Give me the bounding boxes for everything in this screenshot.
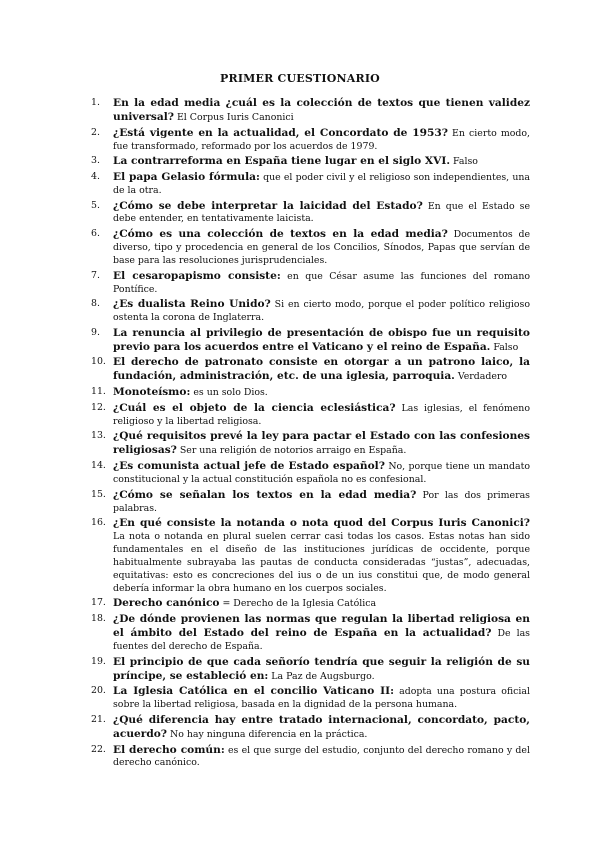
question-number: 21.	[91, 713, 106, 725]
question-item	[92, 430, 530, 458]
answer-text: adopta una postura oficial sobre la libertad religiosa, basada en la dignidad de la persona humana.	[113, 686, 530, 711]
question-item	[92, 228, 530, 268]
answer-text: es el que surge del estudio, conjunto del derecho romano y del derecho canónico.	[113, 744, 530, 769]
answer-text: es un solo Dios.	[190, 387, 268, 399]
question-text: ¿Cómo es una colección de textos en la edad media?	[113, 228, 448, 241]
answer-text: Falso	[490, 341, 519, 353]
question-text: ¿Cuál es el objeto de la ciencia eclesiástica?	[113, 401, 396, 414]
question-number: 8.	[91, 298, 100, 310]
answer-text: De las fuentes del derecho de España.	[113, 628, 530, 652]
question-text: ¿Qué requisitos prevé la ley para pactar el Estado con las confesiones religiosas?	[113, 430, 530, 457]
questionnaire-list	[92, 97, 530, 772]
question-item	[92, 714, 530, 742]
question-item	[92, 298, 530, 325]
question-number: 18.	[91, 613, 106, 625]
question-item	[92, 489, 530, 516]
question-number: 14.	[91, 460, 106, 472]
question-number: 19.	[91, 655, 106, 667]
question-number: 22.	[91, 743, 106, 755]
question-item	[92, 356, 530, 384]
question-number: 17.	[91, 597, 106, 609]
question-item	[92, 517, 530, 595]
answer-text: en que César asume las funciones del romano Pontífice.	[113, 270, 530, 295]
question-text: ¿Cómo se debe interpretar la laicidad del Estado?	[113, 199, 423, 212]
question-number: 12.	[91, 401, 106, 413]
question-text: ¿Qué diferencia hay entre tratado internacional, concordato, pacto, acuerdo?	[113, 713, 530, 740]
answer-text: El Corpus Iuris Canonici	[173, 111, 294, 123]
question-item	[92, 685, 530, 712]
question-text: ¿De dónde provienen las normas que regulan la libertad religiosa en el ámbito del Estado del reino de España en la actualidad?	[113, 613, 530, 640]
answer-text: Verdadero	[454, 371, 508, 383]
question-text: El papa Gelasio fórmula:	[113, 170, 260, 183]
answer-text: que el poder civil y el religioso son independientes, una de la otra.	[113, 171, 530, 196]
question-item	[92, 386, 530, 400]
question-item	[92, 597, 530, 611]
answer-text: En que el Estado se debe entender, en tentativamente laicista.	[113, 200, 530, 225]
question-text: Monoteísmo:	[113, 386, 191, 399]
question-number: 1.	[91, 97, 100, 108]
question-item	[92, 402, 530, 429]
question-item	[92, 744, 530, 771]
question-number: 9.	[91, 326, 100, 338]
answer-text: Ser una religión de notorios arraigo en España.	[176, 445, 407, 457]
answer-text: = Derecho de la Iglesia Católica	[219, 598, 377, 610]
question-number: 10.	[91, 356, 106, 368]
question-number: 15.	[91, 488, 106, 500]
answer-text: La nota o notanda en plural suelen cerrar casi todas los casos. Estas notas han sido fundamentales en el diseño de las instituciones jurídicas de occidente, porque habitualmente subrayaba las pautas de conducta consideradas “justas”, adecuadas, equitativas: esto es concreciones del ius o de un ius constitui que, de modo general debería informar la obra humano en los cuerpos sociales.	[113, 531, 530, 594]
question-text: El derecho de patronato consiste en otorgar a un patrono laico, la fundación, administración, etc. de una iglesia, parroquia.	[113, 356, 530, 383]
question-text: El cesaropapismo consiste:	[113, 269, 281, 282]
question-number: 11.	[91, 386, 106, 398]
question-text: ¿Es dualista Reino Unido?	[113, 298, 271, 311]
question-item	[92, 327, 530, 355]
question-text: El principio de que cada señorío tendría que seguir la religión de su príncipe, se estableció en:	[113, 655, 530, 682]
question-text: ¿Es comunista actual jefe de Estado español?	[113, 460, 385, 473]
answer-text: No, porque tiene un mandato constitucional y la actual constitución española no es confesional.	[113, 461, 530, 485]
question-item	[92, 613, 530, 654]
question-item	[92, 171, 530, 198]
question-text: En la edad media ¿cuál es la colección de textos que tienen validez universal?	[113, 97, 530, 123]
question-item	[92, 155, 530, 169]
question-text: La Iglesia Católica en el concilio Vaticano II:	[113, 685, 394, 698]
question-item	[92, 656, 530, 684]
question-item	[92, 270, 530, 297]
question-item	[92, 127, 530, 154]
answer-text: Documentos de diverso, tipo y procedencia en general de los Concilios, Sínodos, Papas que servían de base para las resoluciones jurisprudenciales.	[113, 229, 530, 266]
answer-text: Si en cierto modo, porque el poder político religioso ostenta la corona de Inglaterra.	[113, 299, 530, 324]
question-item	[92, 460, 530, 487]
question-text: La contrarreforma en España tiene lugar en el siglo XVI.	[113, 155, 451, 168]
answer-text: La Paz de Augsburgo.	[268, 670, 375, 682]
answer-text: Por las dos primeras palabras.	[113, 489, 530, 514]
question-number: 20.	[91, 685, 106, 697]
question-number: 13.	[91, 430, 106, 442]
question-number: 6.	[91, 228, 100, 240]
question-text: ¿En qué consiste la notanda o nota quod del Corpus Iuris Canonici?	[113, 517, 530, 530]
question-item	[92, 97, 530, 125]
question-number: 4.	[91, 170, 100, 182]
question-item	[92, 200, 530, 227]
question-number: 16.	[91, 517, 106, 529]
question-number: 5.	[91, 199, 100, 211]
answer-text: No hay ninguna diferencia en la práctica.	[167, 728, 368, 740]
question-number: 2.	[91, 126, 100, 138]
answer-text: Falso	[450, 156, 478, 168]
question-text: El derecho común:	[113, 743, 225, 756]
question-text: ¿Cómo se señalan los textos en la edad media?	[113, 488, 417, 501]
question-text: ¿Está vigente en la actualidad, el Concordato de 1953?	[113, 126, 448, 139]
page-title: PRIMER CUESTIONARIO	[220, 72, 380, 85]
answer-text: En cierto modo, fue transformado, reformado por los acuerdos de 1979.	[113, 127, 531, 152]
question-text: La renuncia al privilegio de presentación de obispo fue un requisito previo para los acuerdos entre el Vaticano y el reino de España.	[113, 326, 530, 353]
answer-text: Las iglesias, el fenómeno religioso y la libertad religiosa.	[113, 402, 530, 427]
question-text: Derecho canónico	[113, 597, 220, 610]
question-number: 7.	[91, 269, 100, 281]
question-number: 3.	[91, 155, 100, 167]
